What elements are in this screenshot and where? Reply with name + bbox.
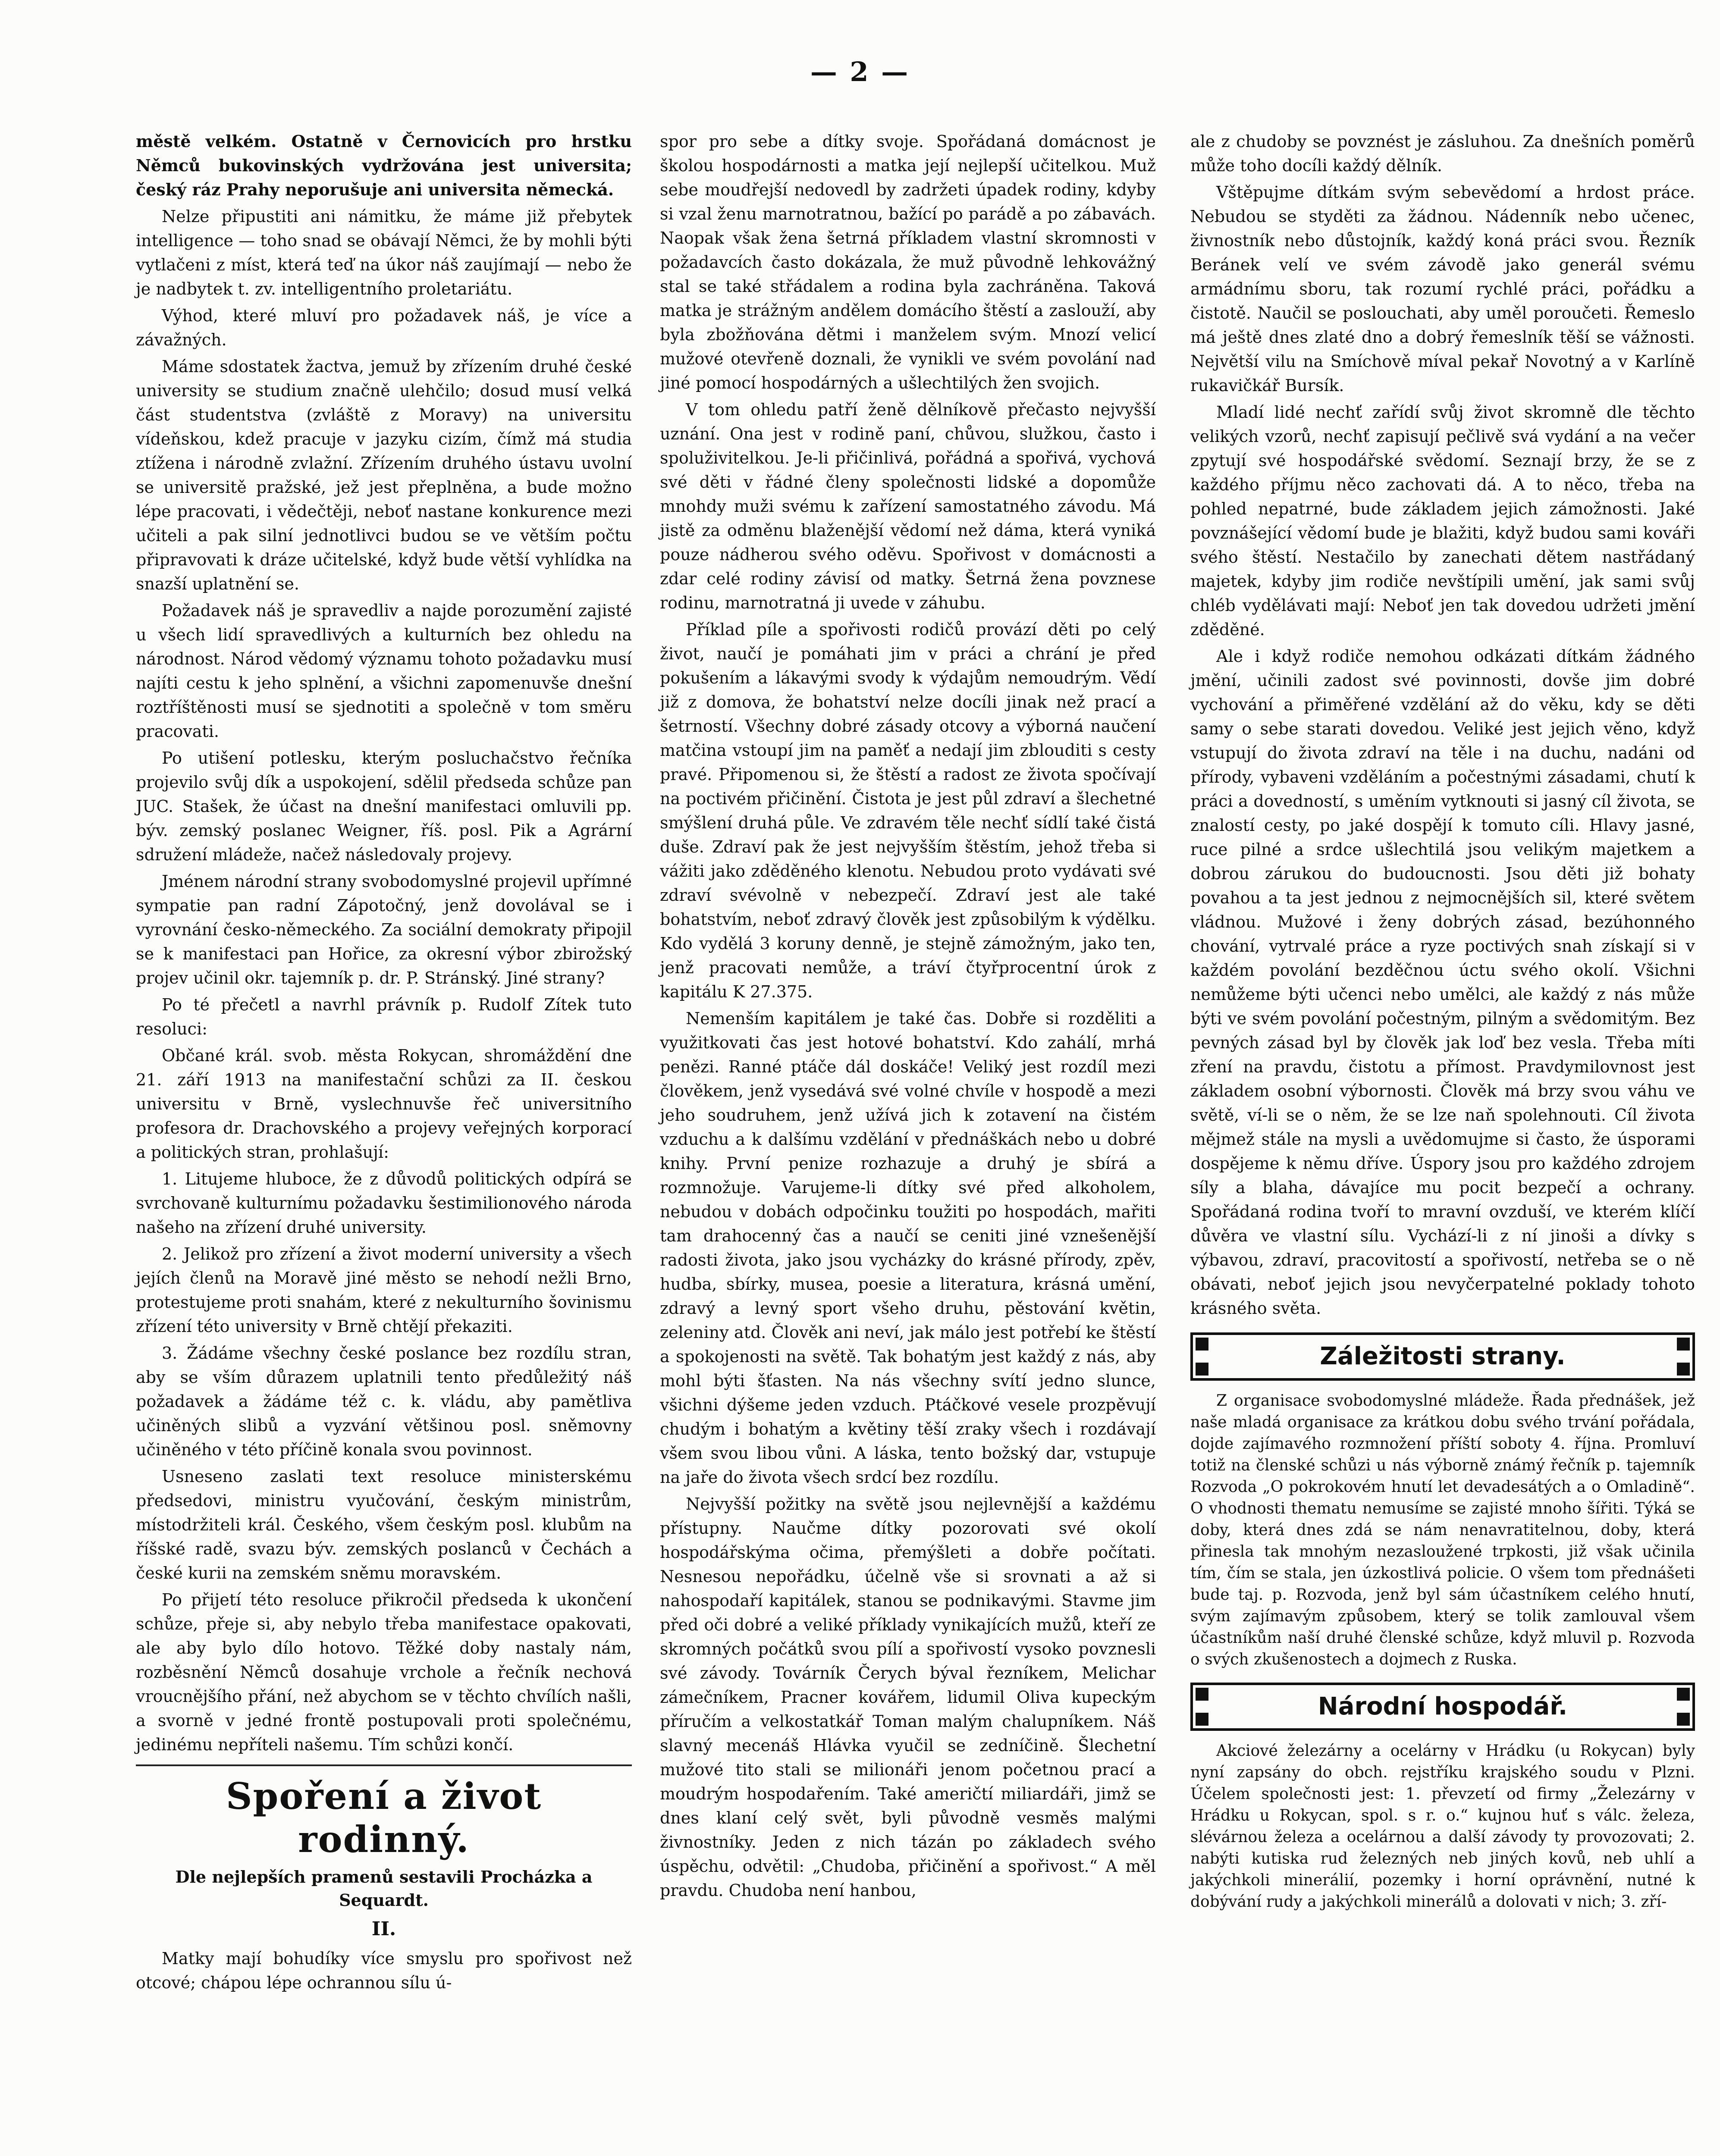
section-header-national-economy [1190, 1683, 1695, 1731]
section-title: Národní hospodář. [1318, 1692, 1568, 1720]
column-middle [660, 129, 1156, 1905]
paragraph: Ale i když rodiče nemohou odkázati dítkám žádného jmění, učinili zadost své povinnosti, dovše jim dobré vychování a přiměřené vzdělání až do věku, kdy se děti samy o sebe starati dovedou. Veliké jest jejich věno, když vstupují do života zdraví na těle i na duchu, nadáni od přírody, vybaveni vzděláním a počestnými zásadami, chutí k práci a dovedností, s uměním vytknouti si jasný cíl života, se znalostí cesty, po jaké dospějí k tomuto cíli. Hlavy jasné, ruce pilné a srdce ušlechtilá jsou velikým majetkem a dobrou zárukou do budoucnosti. Jsou děti již bohaty povahou a ta jest jednou z nejmocnějších sil, které světem vládnou. Mužové i ženy dobrých zásad, bezúhonného chování, vytrvalé práce a ryze poctivých snah získají si v každém povolání bezděčnou úctu svého okolí. Všichni nemůžeme býti učenci nebo umělci, ale každý z nás může býti ve svém povolání počestným, pilným a svědomitým. Bez pevných zásad byl by člověk jak loď bez vesla. Třeba míti zření na pravdu, čistotu a přímost. Pravdymilovnost jest základem osobní výbornosti. Člověk má brzy svou váhu ve světě, ví-li se o něm, že se lze naň spolehnouti. Cíl života mějmež stále na mysli a uvědomujme si často, že úsporami dospějeme k němu dříve. Úspory jsou pro každého zdrojem síly a blaha, dávajíce mu pocit bezpečí a ochrany. Spořádaná rodina tvoří to mravní ovzduší, ve kterém klíčí důvěra ve vlastní sílu. Vychází-li z ní jinoši a dívky s výbavou, zdraví, pracovitostí a spořivostí, netřeba se o ně obávati, neboť jejich jsou nevyčerpatelné poklady tohoto krásného světa. [1190, 647, 1695, 1318]
corner-square-icon [1196, 1688, 1208, 1701]
divider [136, 1764, 632, 1766]
paragraph: Vštěpujme dítkám svým sebevědomí a hrdost práce. Nebudou se styděti za žádnou. Nádenník nebo učenec, živnostník nebo důstojník, každý koná práci svou. Řezník Beránek velí ve svém závodě jako generál svému armádnímu sboru, tak rozumí rychlé práci, pořádku a čistotě. Naučil se poslouchati, aby uměl poroučeti. Řemeslo má ještě dnes zlaté dno a dobrý řemeslník těší se vážnosti. Největší vilu na Smíchově míval pekař Novotný a v Karlíně rukavičkář Bursík. [1190, 183, 1695, 395]
paragraph: Výhod, které mluví pro požadavek náš, je více a závažných. [136, 306, 632, 349]
paragraph: Máme sdostatek žactva, jemuž by zřízením druhé české university se studium značně ulehčilo; dosud musí velká část studentstva (zvláště z Moravy) na universitu vídeňskou, kdež pracuje v jazyku cizím, čímž má studia ztížena i národně zvlažní. Zřízením druhého ústavu uvolní se universitě pražské, jež jest přeplněna, a bude možno lépe pracovati, i vědečtěji, neboť nastane konkurence mezi učiteli a pak silní jednotlivci budou se ve větším počtu připravovati k dráze učitelské, když bude větší vyhlídka na snazší uplatnění se. [136, 357, 632, 593]
column-left [136, 129, 632, 1997]
article-part-number: II. [371, 1918, 396, 1940]
paragraph: 3. Žádáme všechny české poslance bez rozdílu stran, aby se vším důrazem uplatnili tento předůležitý náš požadavek a žádáme též c. k. vládu, aby pamětliva učiněných slibů a vyzvání většinou posl. sněmovny učiněného v této příčině konala svou povinnost. [136, 1344, 632, 1459]
paragraph: Příklad píle a spořivosti rodičů provází děti po celý život, naučí je pomáhati jim v práci a chrání je před pokušením a lákavými svody k výdajům nemoudrým. Vědí již z domova, že bohatství nelze docíli jinak než prací a šetrností. Všechny dobré zásady otcovy a výborná naučení matčina vstoupí jim na paměť a nedají jim zblouditi s cesty pravé. Připomenou si, že štěstí a radost ze života spočívají na poctivém přičinění. Čistota je jest půl zdraví a šlechetné smýšlení druhá půle. Ve zdravém těle nechť sídlí také čistá duše. Zdraví pak že jest nejvyšším štěstím, jehož třeba si vážiti jako zděděného klenotu. Nebudou proto vydávati své zdraví svévolně v nebezpečí. Zdraví jest ale také bohatstvím, neboť zdravý člověk jest způsobilým k výdělku. Kdo vydělá 3 koruny denně, je stejně zámožným, jako ten, jenž pracovati nemůže, a tráví čtyřprocentní úrok z kapitálu K 27.375. [660, 620, 1156, 1001]
paragraph: Požadavek náš je spravedliv a najde porozumění zajisté u všech lidí spravedlivých a kulturních bez ohledu na národnost. Národ vědomý významu tohoto požadavku musí najíti cestu k jeho splnění, a všichni zapomenuvše dnešní roztříštěnosti musí se sjednotiti a společně v tom směru pracovati. [136, 601, 632, 741]
paragraph: 2. Jelikož pro zřízení a život moderní university a všech jejích členů na Moravě jiné město se nehodí nežli Brno, protestujeme proti snahám, které z nekulturního šovinismu zřízení této university v Brně chtějí překaziti. [136, 1244, 632, 1336]
paragraph: Po utišení potlesku, kterým posluchačstvo řečníka projevilo svůj dík a uspokojení, sdělil předseda schůze pan JUC. Stašek, že účast na dnešní manifestaci omluvili pp. býv. zemský poslanec Weigner, říš. posl. Pik a Agrární sdružení mládeže, načež následovaly projevy. [136, 749, 632, 864]
paragraph: Mladí lidé nechť zařídí svůj život skromně dle těchto velikých vzorů, nechť zapisují pečlivě svá vydání a na večer zpytují své hospodářské svědomí. Seznají brzy, že se z každého příjmu něco zachovati dá. A to něco, třeba na pohled nepatrné, bude základem jejich zámožnosti. Jaké povznášející vědomí bude je blažiti, když budou sami kováři svého štěstí. Nestačilo by zanechati dětem nastřádaný majetek, kdyby jim rodiče nevštípili umění, jak sami svůj chléb vydělávati mají: Neboť jen tak dovedou udržeti jmění zděděné. [1190, 403, 1695, 639]
paragraph: Z organisace svobodomyslné mládeže. Řada přednášek, jež naše mladá organisace za krátkou dobu svého trvání pořádala, dojde zajímavého rozmnožení příští soboty 4. října. Promluví totiž na členské schůzi u nás výborně známý řečník p. tajemník Rozvoda „O pokrokovém hnutí let devadesátých a o Omladině“. O vhodnosti thematu nemusíme se zajisté mnoho šířiti. Týká se doby, která dnes zdá se nám nenavratitelnou, doby, která přinesla tak mnohým nezasloužené trpkosti, již však učinila tím, čím se stala, jen úzkostlivá policie. O všem tom přednášeti bude taj. p. Rozvoda, jenž byl sám účastníkem celého hnutí, svým zajímavým způsobem, který se tolik zamlouval všem účastníkům naší druhé členské schůze, když mluvil p. Rozvoda o svých zkušenostech a dojmech z Ruska. [1190, 1392, 1695, 1668]
paragraph: městě velkém. Ostatně v Černovicích pro hrstku Němců bukovinských vydržována jest universita; český ráz Prahy neporušuje ani universita německá. [136, 132, 632, 199]
paragraph: Nemenším kapitálem je také čas. Dobře si rozděliti a využitkovati čas jest hotové bohatství. Kdo zahálí, mrhá penězi. Ranné ptáče dál doskáče! Veliký jest rozdíl mezi člověkem, jenž vysedává své volné chvíle v hospodě a mezi jeho soudruhem, jenž užívá jich k zotavení na čistém vzduchu a k dalšímu vzdělání v přednáškách nebo u dobré knihy. První penize rozhazuje a druhý je sbírá a rozmnožuje. Varujeme-li dítky své před alkoholem, nebudou v dobách odpočinku toužiti po hospodách, mařiti tam drahocenný čas a naučí se ceniti jiné vznešenější radosti života, jako jsou vycházky do krásné přírody, zpěv, hudba, sbírky, musea, poesie a literatura, krásná umění, zdravý a levný sport všeho druhu, pěstování květin, zeleniny atd. Člověk ani neví, jak málo jest potřebí ke štěstí a spokojenosti na světě. Tak bohatým jest každý z nás, aby mohl býti šťasten. Na nás všechny svítí jedno slunce, všichni dýšeme jeden vzduch. Ptáčkové vesele prozpěvují chudým i bohatým a květiny těší zraky všech i rozdávají všem svou libou vůni. A láska, tento božský dar, vstupuje na jaře do života všech srdcí bez rozdílu. [660, 1009, 1156, 1487]
corner-square-icon [1677, 1363, 1690, 1376]
section-header-party-affairs [1190, 1332, 1695, 1381]
column-right [1190, 129, 1695, 1915]
paragraph: V tom ohledu patří ženě dělníkově přečasto nejvyšší uznání. Ona jest v rodině paní, chůvou, služkou, často i spoluživitelkou. Je-li přičinlivá, pořádná a spořivá, vychová své děti v řádné členy společnosti lidské a dopomůže mnohdy muži svému k zařízení samostatného závodu. Má jistě za odměnu blaženější vědomí než dáma, která vyniká pouze nádherou svého oděvu. Spořivost v domácnosti a zdar celé rodiny závisí od matky. Šetrná žena povznese rodinu, marnotratná ji uvede v záhubu. [660, 400, 1156, 612]
paragraph: Matky mají bohudíky více smyslu pro spořivost než otcové; chápou lépe ochrannou sílu ú- [136, 1949, 632, 1992]
paragraph: Po přijetí této resoluce přikročil předseda k ukončení schůze, přeje si, aby nebylo třeba manifestace opakovati, ale aby bylo dílo hotovo. Těžké doby nastaly nám, rozběsnění Němců dosahuje vrchole a řečník nechová vroucnějšího přání, než abychom se v těchto chvílích našli, a svorně v jedné frontě postupovali proti společnému, jedinému nepříteli našemu. Tím schůzi končí. [136, 1590, 632, 1754]
article-title: Spoření a život rodinný. [226, 1775, 542, 1861]
paragraph: Akciové železárny a ocelárny v Hrádku (u Rokycan) byly nyní zapsány do obch. rejstříku krajského soudu v Plzni. Účelem společnosti jest: 1. převzetí od firmy „Železárny v Hrádku u Rokycan, spol. s r. o.“ kujnou huť s válc. železa, slévárnou železa a ocelárnou a další závody ty provozovati; 2. nabýti kutiska rud železných neb jiných kovů, neb uhlí a jakýchkoli minerálií, pozemky i horní oprávnění, nutné k dobývání rudy a jakýchkoli minerálů a dolovati v nich; 3. zří- [1190, 1742, 1695, 1911]
paragraph: Nelze připustiti ani námitku, že máme již přebytek intelligence — toho snad se obávají Němci, že by mohli býti vytlačeni z míst, která teď na úkor náš zaujímají — nebo že je nadbytek t. zv. intelligentního proletariátu. [136, 207, 632, 298]
paragraph: Občané král. svob. města Rokycan, shromáždění dne 21. září 1913 na manifestační schůzi za II. českou universitu v Brně, vyslechnuvše řeč universitního profesora dr. Drachovského a projevy veřejných korporací a politických stran, prohlašují: [136, 1046, 632, 1162]
paragraph: ale z chudoby se povznést je zásluhou. Za dnešních poměrů může toho docíli každý dělník. [1190, 132, 1695, 175]
paragraph: spor pro sebe a dítky svoje. Spořádaná domácnost je školou hospodárnosti a matka její nejlepší učitelkou. Muž sebe moudřejší nedovedl by zadržeti úpadek rodiny, kdyby si vzal ženu marnotratnou, bažící po parádě a po zábavách. Naopak však žena šetrná příkladem vlastní skromnosti v požadavcích často dokázala, že muž původně lehkovážný stal se také střádalem a rodina byla zachráněna. Taková matka je strážným andělem domácího štěstí a zaslouží, aby byla zbožňována dětmi i manželem svým. Mnozí velicí mužové otevřeně doznali, že vynikli ve svém povolání nad jiné pomocí hospodárných a ušlechtilých žen svojich. [660, 132, 1156, 392]
corner-square-icon [1677, 1338, 1690, 1351]
corner-square-icon [1677, 1688, 1690, 1701]
corner-square-icon [1196, 1363, 1208, 1376]
section-title: Záležitosti strany. [1320, 1342, 1566, 1370]
paragraph: Jménem národní strany svobodomyslné projevil upřímné sympatie pan radní Zápotočný, jenž dovolával se i vyrovnání česko-německého. Za sociální demokraty připojil se k manifestaci pan Hořice, za okresní výbor zbirožský projev učinil okr. tajemník p. dr. P. Stránský. Jiné strany? [136, 872, 632, 987]
article-byline: Dle nejlepších pramenů sestavili Procházka a Sequardt. [175, 1867, 593, 1910]
corner-square-icon [1677, 1713, 1690, 1726]
page-number: — 2 — [810, 56, 910, 88]
paragraph: Nejvyšší požitky na světě jsou nejlevnější a každému přístupny. Naučme dítky pozorovati své okolí hospodářskýma očima, přemýšleti a dobře počítati. Nesnesou nepořádku, účelně vše si srovnati a až si nahospodaří kapitálek, stanou se podnikavými. Stavme jim před oči dobré a veliké příklady vynikajících mužů, kteří ze skromných počátků svou pílí a spořivostí vysoko povznesli své závody. Továrník Čerych býval řezníkem, Melichar zámečníkem, Pracner kovářem, lidumil Oliva kupeckým příručím a velkostatkář Toman malým chalupníkem. Náš slavný mecenáš Hlávka vyučil se zedníčině. Šlechetní mužové tito stali se milionáři jenom početnou prací a moudrým hospodařením. Také američtí miliardáři, jimž se dnes klaní celý svět, byli původně vesměs malými živnostníky. Jeden z nich tázán po základech svého úspěchu, odvětil: „Chudoba, přičinění a spořivost.“ A měl pravdu. Chudoba není hanbou, [660, 1495, 1156, 1900]
corner-square-icon [1196, 1713, 1208, 1726]
paragraph: 1. Litujeme hluboce, že z důvodů politických odpírá se svrchovaně kulturnímu požadavku šestimilionového národa našeho na zřízení druhé university. [136, 1169, 632, 1237]
paragraph: Usneseno zaslati text resoluce ministerskému předsedovi, ministru vyučování, českým ministrům, místodržiteli král. Českého, všem českým posl. klubům na říšské radě, svazu býv. zemských poslanců v Čechách a české kurii na zemském sněmu moravském. [136, 1467, 632, 1583]
corner-square-icon [1196, 1338, 1208, 1351]
paragraph: Po té přečetl a navrhl právník p. Rudolf Zítek tuto resoluci: [136, 995, 632, 1038]
